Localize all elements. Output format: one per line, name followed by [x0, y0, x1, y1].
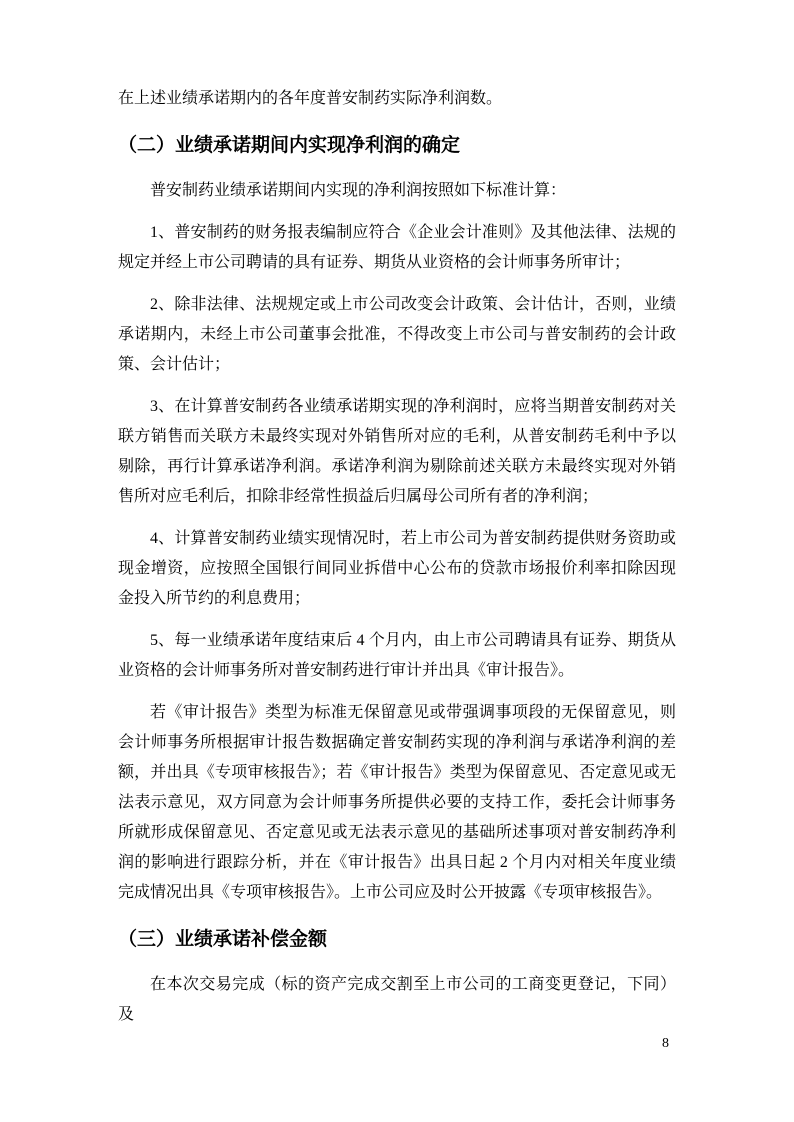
body-paragraph: 4、计算普安制药业绩实现情况时，若上市公司为普安制药提供财务资助或现金增资，应按照全国银行间同业拆借中心公布的贷款市场报价利率扣除因现金投入所节约的利息费用； — [118, 530, 676, 607]
body-paragraph: 若《审计报告》类型为标准无保留意见或带强调事项段的无保留意见，则会计师事务所根据审计报告数据确定普安制药实现的净利润与承诺净利润的差额，并出具《专项审核报告》；若《审计报告》类型为保留意见、否定意见或无法表示意见，双方同意为会计师事务所提供必要的支持工作，委托会计师事务所就形成保留意见、否定意见或无法表示意见的基础所述事项对普安制药净利润的影响进行跟踪分析，并在《审计报告》出具日起 2 个月内对相关年度业绩完成情况出具《专项审核报告》。上市公司应及时公开披露《专项审核报告》。 — [118, 704, 676, 901]
body-paragraph: 2、除非法律、法规规定或上市公司改变会计政策、会计估计，否则，业绩承诺期内，未经上市公司董事会批准，不得改变上市公司与普安制药的会计政策、会计估计； — [118, 296, 676, 373]
page-number: 8 — [662, 1036, 669, 1051]
body-paragraph: 5、每一业绩承诺年度结束后 4 个月内，由上市公司聘请具有证券、期货从业资格的会计师事务所对普安制药进行审计并出具《审计报告》。 — [118, 632, 676, 679]
document-content — [118, 84, 676, 1042]
body-paragraph: 在上述业绩承诺期内的各年度普安制药实际净利润数。 — [118, 90, 503, 107]
body-paragraph: 3、在计算普安制药各业绩承诺期实现的净利润时，应将当期普安制药对关联方销售而关联方未最终实现对外销售所对应的毛利，从普安制药毛利中予以剔除，再行计算承诺净利润。承诺净利润为剔除前述关联方未最终实现对外销售所对应毛利后，扣除非经常性损益后归属母公司所有者的净利润； — [118, 398, 676, 505]
section-heading-3: （三）业绩承诺补偿金额 — [118, 929, 328, 950]
body-paragraph: 普安制药业绩承诺期间内实现的净利润按照如下标准计算： — [150, 182, 567, 199]
body-paragraph: 1、普安制药的财务报表编制应符合《企业会计准则》及其他法律、法规的规定并经上市公司聘请的具有证券、期货从业资格的会计师事务所审计； — [118, 224, 676, 271]
body-paragraph: 在本次交易完成（标的资产完成交割至上市公司的工商变更登记，下同）及 — [118, 976, 676, 1023]
section-heading-2: （二）业绩承诺期间内实现净利润的确定 — [118, 135, 461, 156]
